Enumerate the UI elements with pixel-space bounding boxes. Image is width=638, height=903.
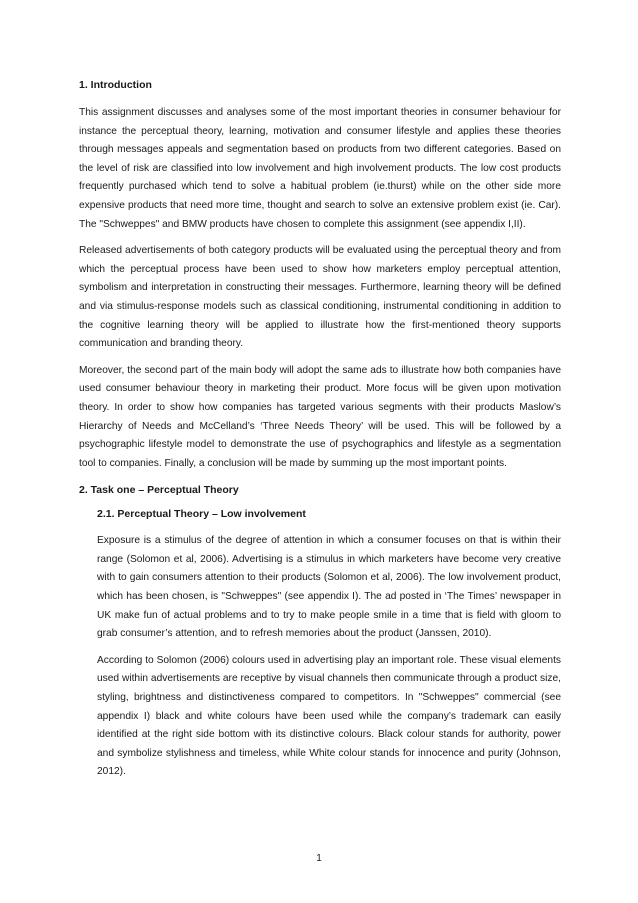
paragraph-intro-1: This assignment discusses and analyses some of the most important theories in consumer behaviour for instance the perceptual theory, learning, motivation and consumer lifestyle and applies these theories through messages appeals and segmentation based on products from two different categories. Based on the level of risk are classified into low involvement and high involvement products. The low cost products frequently purchased which tend to solve a habitual problem (ie.thurst) while on the other side more expensive products that need more time, thought and search to solve an extensive problem exist (ie. Car). The "Schweppes" and BMW products have chosen to complete this assignment (see appendix I,II). — [79, 107, 561, 230]
paragraph-intro-3: Moreover, the second part of the main body will adopt the same ads to illustrate how both companies have used consumer behaviour theory in marketing their product. More focus will be given upon motivation theory. In order to show how companies has targeted various segments with their products Maslow’s Hierarchy of Needs and McCelland’s ‘Three Needs Theory’ will be used. This will be followed by a psychographic lifestyle model to demonstrate the use of psychographics and lifestyle as a segmentation tool to companies. Finally, a conclusion will be made by summing up the most important points. — [79, 364, 561, 469]
page-content — [79, 76, 561, 790]
section-heading-task-one: 2. Task one – Perceptual Theory — [79, 484, 239, 497]
paragraph-exposure: Exposure is a stimulus of the degree of attention in which a consumer focuses on that is within their range (Solomon et al, 2006). Advertising is a stimulus in which marketers have become very creative with to gain consumers attention to their products (Solomon et al, 2006). The low involvement product, which has been chosen, is "Schweppes" (see appendix I). The ad posted in ‘The Times’ newspaper in UK make fun of actual problems and to try to make people smile in a time that is field with gloom to grab consumer’s attention, and to refresh memories about the product (Janssen, 2010). — [97, 535, 561, 640]
subsection-heading-low-involvement: 2.1. Perceptual Theory – Low involvement — [97, 508, 306, 521]
section-heading-introduction: 1. Introduction — [79, 79, 152, 91]
paragraph-intro-2: Released advertisements of both category products will be evaluated using the perceptual theory and from which the perceptual process have been used to show how marketers employ perceptual attention, symbolism and interpretation in constructing their messages. Furthermore, learning theory will be defined and via stimulus-response models such as classical conditioning, instrumental conditioning in addition to the cognitive learning theory will be applied to illustrate how the first-mentioned theory supports communication and branding theory. — [79, 245, 561, 350]
page-number: 1 — [316, 853, 322, 864]
paragraph-colours: According to Solomon (2006) colours used in advertising play an important role. These visual elements used within advertisements are receptive by visual channels then communicate through a product size, styling, brightness and distinctiveness compared to competitors. In "Schweppes" commercial (see appendix I) black and white colours have been used while the company’s trademark can easily identified at the right side bottom with its distinctive colours. Black colour stands for authority, power and symbolize stylishness and timeless, while White colour stands for innocence and purity (Johnson, 2012). — [97, 654, 561, 778]
